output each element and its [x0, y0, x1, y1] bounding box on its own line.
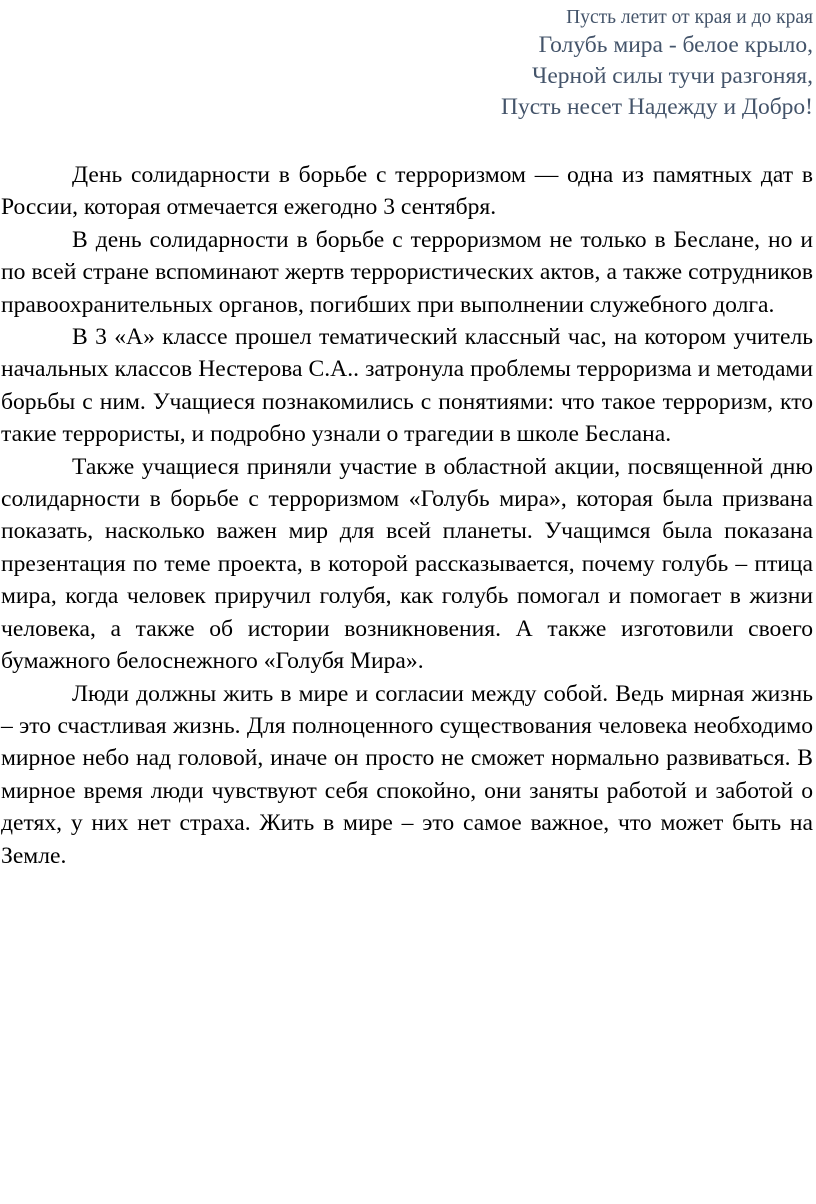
poem-line: Черной силы тучи разгоняя, — [532, 63, 813, 89]
poem-line: Пусть несет Надежду и Добро! — [500, 94, 813, 120]
paragraph: День солидарности в борьбе с терроризмом — одна из памятных дат в России, которая отмечается ежегодно 3 сентября. — [1, 162, 813, 221]
poem-line: Голубь мира - белое крыло, — [538, 32, 813, 58]
paragraph: В 3 «А» классе прошел тематический классный час, на котором учитель начальных классов Нестерова С.А.. затронула проблемы терроризма и методами борьбы с ним. Учащиеся познакомились с понятиями: что такое терроризм, кто такие террористы, и подробно узнали о трагедии в школе Беслана. — [1, 324, 813, 448]
paragraph: В день солидарности в борьбе с терроризмом не только в Беслане, но и по всей стране вспоминают жертв террористических актов, а также сотрудников правоохранительных органов, погибших при выполнении служебного долга. — [1, 226, 813, 318]
paragraph: Также учащиеся приняли участие в областной акции, посвященной дню солидарности в борьбе с терроризмом «Голубь мира», которая была призвана показать, насколько важен мир для всей планеты. Учащимся была показана презентация по теме проекта, в которой рассказывается, почему голубь – птица мира, когда человек приручил голубя, как голубь помогал и помогает в жизни человека, а также об истории возникновения. А также изготовили своего бумажного белоснежного «Голубя Мира». — [1, 453, 813, 675]
paragraph: Люди должны жить в мире и согласии между собой. Ведь мирная жизнь – это счастливая жизнь. Для полноценного существования человека необходимо мирное небо над головой, иначе он просто не сможет нормально развиваться. В мирное время люди чувствуют себя спокойно, они заняты работой и заботой о детях, у них нет страха. Жить в мире – это самое важное, что может быть на Земле. — [1, 680, 813, 869]
poem-line: Пусть летит от края и до края — [566, 7, 813, 28]
article-body — [1, 159, 813, 872]
epigraph-poem — [1, 6, 813, 123]
